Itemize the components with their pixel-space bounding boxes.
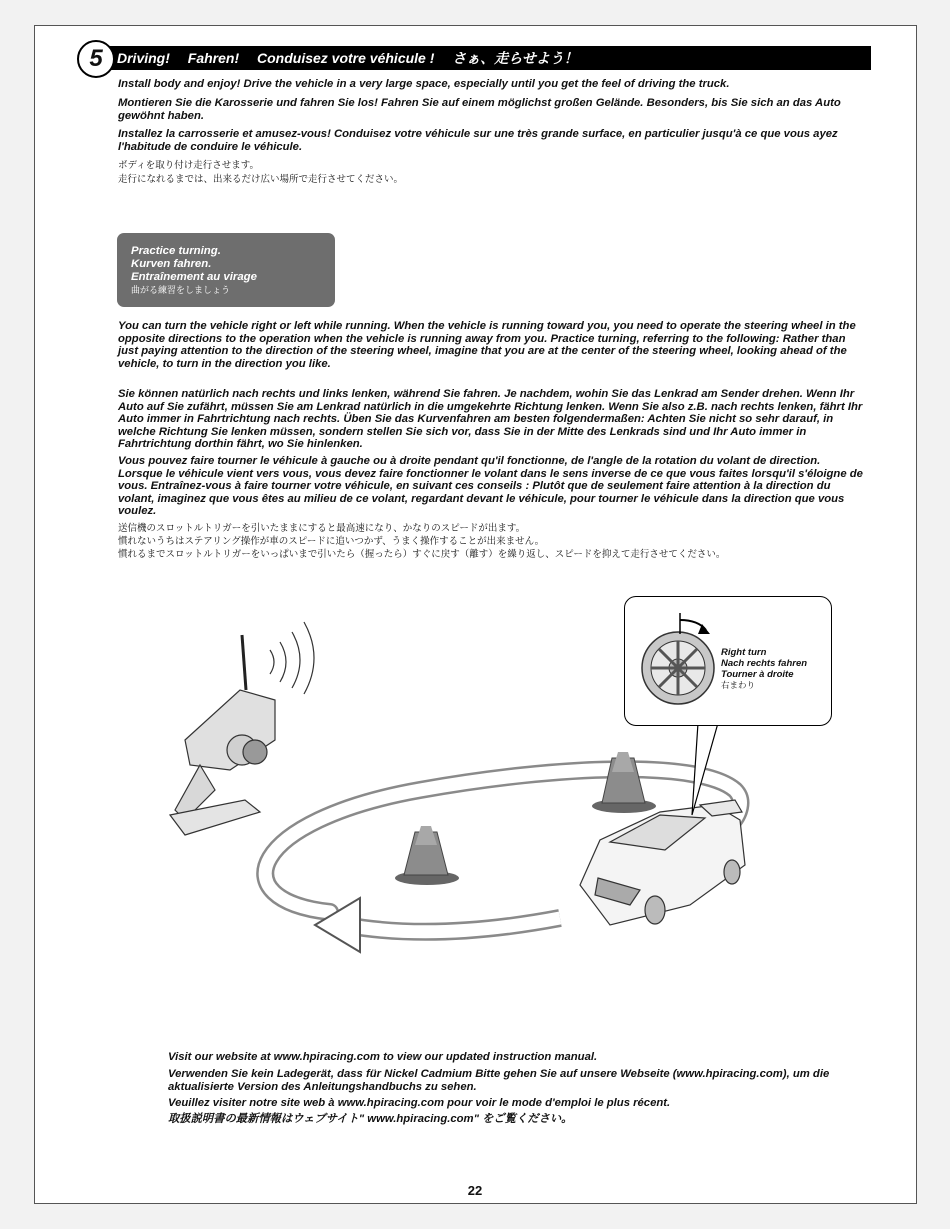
section-header: [103, 46, 871, 70]
right-turn-de: Nach rechts fahren: [721, 658, 808, 669]
right-turn-en: Right turn: [721, 647, 767, 658]
turning-text-en: You can turn the vehicle right or left while running. When the vehicle is running toward you, you need to operate the steering wheel in the opposite directions to the operation when the vehicle is running away from you. Practice turning, referring to the following: Rather than just paying attention to the direction of the steering wheel, imagine that you are at the center of the steering wheel, looking ahead of the vehicle, to turn in the direction you like.: [118, 320, 856, 370]
practice-turning-callout: [117, 233, 335, 307]
intro-text-en: Install body and enjoy! Drive the vehicle in a very large space, especially until you get the feel of driving the truck.: [118, 78, 730, 90]
header-title-en: Driving!: [117, 50, 170, 66]
header-title-de: Fahren!: [187, 50, 240, 66]
right-turn-label: [721, 647, 807, 691]
turning-text-jp-1: 送信機のスロットルトリガーを引いたままにすると最高速になり、かなりのスピードが出ます。: [118, 523, 526, 534]
turning-text-de: Sie können natürlich nach rechts und links lenken, während Sie fahren. Je nachdem, wohin Sie das Lenkrad am Sender drehen. Wenn Ihr Auto auf Sie zufährt, müssen Sie am Lenkrad natürlich in die umgekehrte Richtung lenken. Wenn Sie also z.B. nach rechts lenken, fährt Ihr Auto immer in Fahrtrichtung nach rechts. Üben Sie das Kurvenfahren am besten folgendermaßen: Achten Sie nicht so sehr darauf, in welche Richtung Sie lenken müssen, sondern stellen Sie sich vor, dass Sie in der Mitte des Lenkrads sind und Ihr Auto immer in Fahrtrichtung dorthin fährt, wo Sie hinlenken.: [118, 388, 863, 451]
traffic-cone-left: [395, 826, 459, 885]
right-turn-fr: Tourner à droite: [721, 669, 794, 680]
footer-text-en: Visit our website at www.hpiracing.com to view our updated instruction manual.: [168, 1051, 598, 1064]
intro-text-fr: Installez la carrosserie et amusez-vous! Conduisez votre véhicule sur une très grande surface, en particulier jusqu'à ce que vous ayez l'habitude de conduire le véhicule.: [118, 128, 838, 153]
turning-text-jp-3: 慣れるまでスロットルトリガーをいっぱいまで引いたら（握ったら）すぐに戻す（離す）を繰り返し、スピードを抑えて走行させてください。: [118, 549, 726, 560]
footer-text-de: Verwenden Sie kein Ladegerät, dass für Nickel Cadmium Bitte gehen Sie auf unsere Webseite (www.hpiracing.com), um die aktualisierte Version des Anleitungshandbuchs zu sehen.: [168, 1068, 830, 1093]
intro-text-jp-2: 走行になれるまでは、出来るだけ広い場所で走行させてください。: [118, 174, 404, 185]
rc-car-illustration: [580, 800, 745, 925]
header-title-fr: Conduisez votre véhicule !: [257, 50, 435, 66]
footer-text-jp: 取扱説明書の最新情報はウェブサイト" www.hpiracing.com" をご覧ください。: [168, 1113, 573, 1126]
callout-de: Kurven fahren.: [131, 258, 212, 270]
header-title-jp: さぁ、走らせよう！: [452, 50, 578, 66]
callout-jp: 曲がる練習をしましょう: [131, 285, 231, 295]
transmitter-illustration: [170, 622, 314, 835]
intro-text-de: Montieren Sie die Karosserie und fahren Sie los! Fahren Sie auf einem möglichst großen Gelände. Besonders, bis Sie sich an das Auto gewöhnt haben.: [118, 97, 841, 122]
turning-text-fr: Vous pouvez faire tourner le véhicule à gauche ou à droite pendant qu'il fonctionne, de l'angle de la rotation du volant de direction. Lorsque le véhicule vient vers vous, vous devez faire fonctionner le volant dans le sens inverse de ce que vous faites lorsqu'il s'éloigne de vous. Entraînez-vous à faire tourner votre véhicule, en suivant ces conseils : Plutôt que de seulement faire attention à la direction du volant, imaginez que vous êtes au milieu de ce volant, regardant devant le véhicule, pour tourner le véhicule dans la direction que vous voulez.: [118, 455, 863, 518]
intro-text-jp-1: ボディを取り付け走行させます。: [118, 160, 259, 171]
right-turn-jp: 右まわり: [721, 680, 756, 690]
footer-text-fr: Veuillez visiter notre site web à www.hpiracing.com pour voir le mode d'emploi le plus récent.: [168, 1097, 671, 1110]
steering-wheel-icon: [640, 608, 720, 718]
page-number: 22: [467, 1183, 483, 1198]
step-number-badge: 5: [77, 40, 115, 78]
callout-en: Practice turning.: [131, 245, 221, 257]
callout-fr: Entraînement au virage: [131, 271, 257, 283]
turning-text-jp-2: 慣れないうちはステアリング操作が車のスピードに追いつかず、うまく操作することが出来ません。: [118, 536, 545, 547]
